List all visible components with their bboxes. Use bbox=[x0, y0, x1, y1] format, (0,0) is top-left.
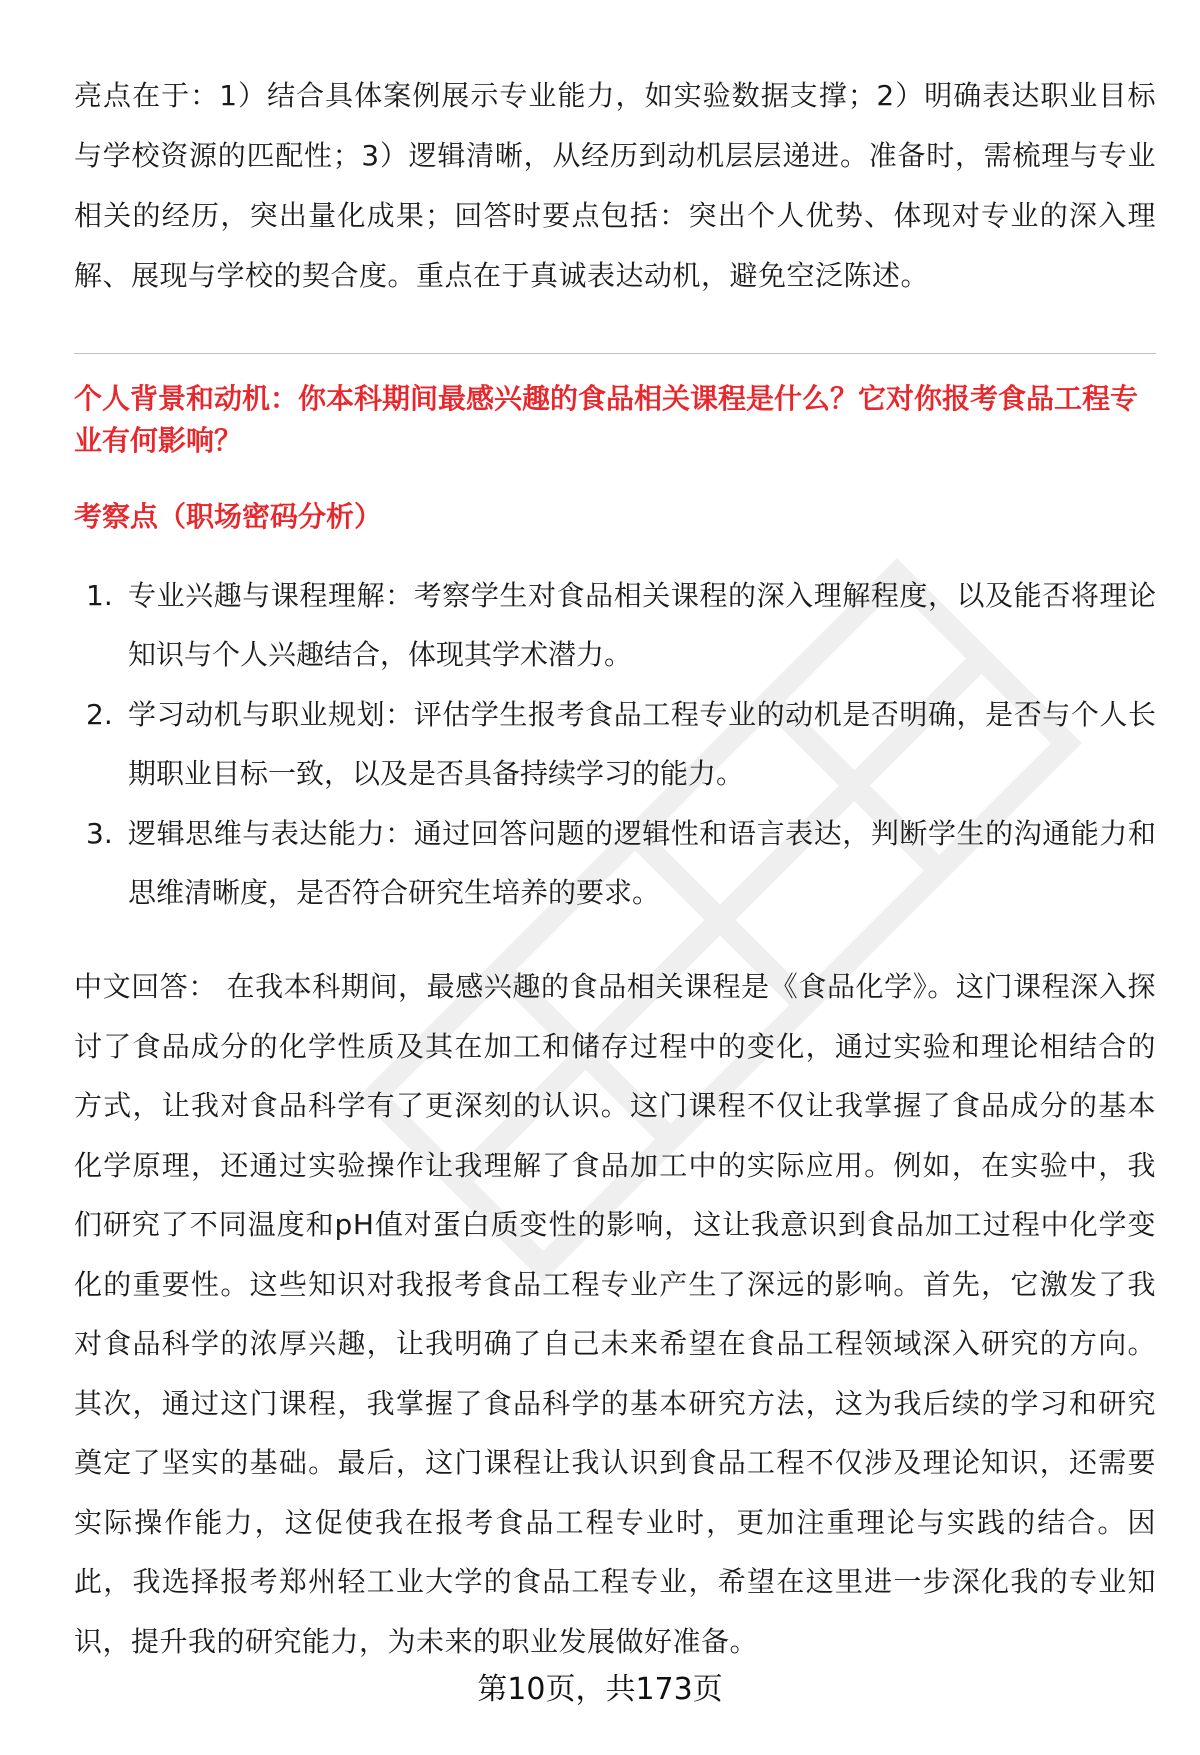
intro-section bbox=[74, 66, 1156, 306]
list-item bbox=[74, 566, 1156, 684]
list-item bbox=[74, 685, 1156, 803]
list-item-text: 专业兴趣与课程理解：考察学生对食品相关课程的深入理解程度，以及能否将理论知识与个人兴趣结合，体现其学术潜力。 bbox=[128, 579, 1156, 671]
list-item-number: 3. bbox=[86, 817, 113, 850]
list-item-number: 1. bbox=[86, 579, 113, 612]
list-item bbox=[74, 804, 1156, 922]
page-number: 第10页，共173页 bbox=[477, 1672, 723, 1707]
question-heading: 个人背景和动机：你本科期间最感兴趣的食品相关课程是什么？它对你报考食品工程专业有何影响？ bbox=[74, 382, 1139, 457]
section-title: 考察点（职场密码分析） bbox=[74, 500, 383, 533]
answer-section bbox=[74, 957, 1156, 1671]
list-item-text: 逻辑思维与表达能力：通过回答问题的逻辑性和语言表达，判断学生的沟通能力和思维清晰度，是否符合研究生培养的要求。 bbox=[128, 817, 1156, 909]
list-item-text: 学习动机与职业规划：评估学生报考食品工程专业的动机是否明确，是否与个人长期职业目标一致，以及是否具备持续学习的能力。 bbox=[128, 698, 1156, 790]
intro-paragraph: 亮点在于：1）结合具体案例展示专业能力，如实验数据支撑；2）明确表达职业目标与学校资源的匹配性；3）逻辑清晰，从经历到动机层层递进。准备时，需梳理与专业相关的经历，突出量化成果；回答时要点包括：突出个人优势、体现对专业的深入理解、展现与学校的契合度。重点在于真诚表达动机，避免空泛陈述。 bbox=[74, 79, 1156, 292]
section-divider bbox=[74, 353, 1156, 354]
answer-paragraph: 中文回答： 在我本科期间，最感兴趣的食品相关课程是《食品化学》。这门课程深入探讨了食品成分的化学性质及其在加工和储存过程中的变化，通过实验和理论相结合的方式，让我对食品科学有了更深刻的认识。这门课程不仅让我掌握了食品成分的基本化学原理，还通过实验操作让我理解了食品加工中的实际应用。例如，在实验中，我们研究了不同温度和pH值对蛋白质变性的影响，这让我意识到食品加工过程中化学变化的重要性。这些知识对我报考食品工程专业产生了深远的影响。首先，它激发了我对食品科学的浓厚兴趣，让我明确了自己未来希望在食品工程领域深入研究的方向。其次，通过这门课程，我掌握了食品科学的基本研究方法，这为我后续的学习和研究奠定了坚实的基础。最后，这门课程让我认识到食品工程不仅涉及理论知识，还需要实际操作能力，这促使我在报考食品工程专业时，更加注重理论与实践的结合。因此，我选择报考郑州轻工业大学的食品工程专业，希望在这里进一步深化我的专业知识，提升我的研究能力，为未来的职业发展做好准备。 bbox=[74, 970, 1156, 1658]
list-item-number: 2. bbox=[86, 698, 113, 731]
assessment-points-list bbox=[74, 566, 1156, 923]
